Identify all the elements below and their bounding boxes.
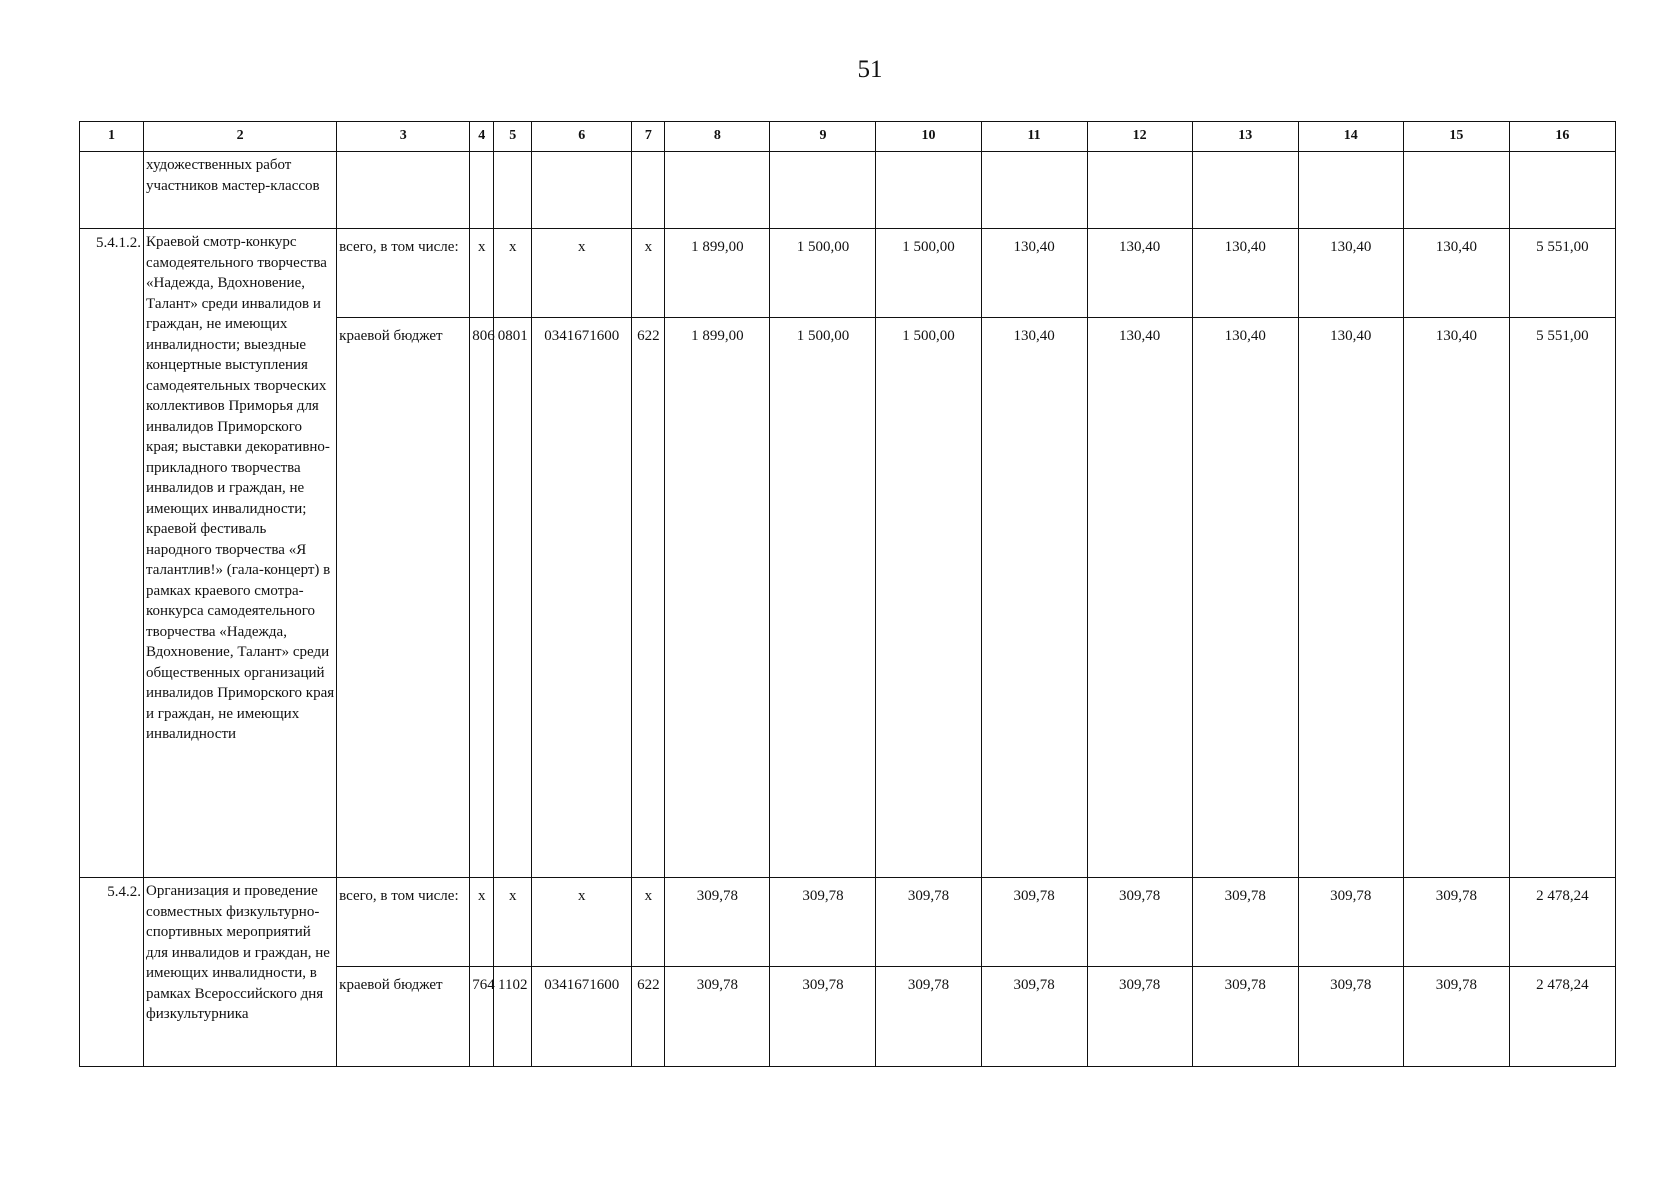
row-number: 5.4.2. <box>80 878 144 1067</box>
code-cell: 622 <box>632 967 665 1067</box>
code-cell: х <box>494 229 532 318</box>
code-cell: 0801 <box>494 318 532 878</box>
value-cell: 309,78 <box>665 967 770 1067</box>
col-header: 5 <box>494 122 532 152</box>
value-cell: 2 478,24 <box>1509 967 1615 1067</box>
value-cell: 130,40 <box>1298 229 1403 318</box>
col-header: 12 <box>1087 122 1192 152</box>
value-cell: 1 500,00 <box>770 229 876 318</box>
code-cell: 0341671600 <box>532 318 632 878</box>
col-header: 16 <box>1509 122 1615 152</box>
table-row <box>80 229 1616 318</box>
col-header: 14 <box>1298 122 1403 152</box>
value-cell: 309,78 <box>981 878 1087 967</box>
table-row <box>80 878 1616 967</box>
value-cell: 130,40 <box>1403 318 1509 878</box>
code-cell: х <box>532 878 632 967</box>
row-number-cell <box>80 152 144 229</box>
value-cell: 309,78 <box>770 878 876 967</box>
col-header: 1 <box>80 122 144 152</box>
value-cell: 309,78 <box>1403 878 1509 967</box>
column-number-row <box>80 122 1616 152</box>
code-cell: х <box>532 229 632 318</box>
col-header: 8 <box>665 122 770 152</box>
value-cell: 309,78 <box>1403 967 1509 1067</box>
value-cell: 130,40 <box>1403 229 1509 318</box>
col-header: 15 <box>1403 122 1509 152</box>
measure-description: Организация и проведение совместных физкультурно-спортивных мероприятий для инвалидов и граждан, не имеющих инвалидности, в рамках Всероссийского дня физкультурника <box>144 878 337 1067</box>
value-cell: 130,40 <box>1192 318 1298 878</box>
code-cell: х <box>470 229 494 318</box>
value-cell: 1 500,00 <box>770 318 876 878</box>
value-cell: 309,78 <box>1192 967 1298 1067</box>
value-cell: 130,40 <box>981 229 1087 318</box>
budget-table <box>79 121 1616 1067</box>
page-number: 51 <box>857 56 883 83</box>
col-header: 2 <box>144 122 337 152</box>
value-cell: 309,78 <box>981 967 1087 1067</box>
value-cell: 130,40 <box>1087 318 1192 878</box>
code-cell: х <box>632 878 665 967</box>
value-cell: 309,78 <box>876 878 981 967</box>
value-cell: 309,78 <box>1087 878 1192 967</box>
col-header: 6 <box>532 122 632 152</box>
code-cell: х <box>494 878 532 967</box>
value-cell: 1 899,00 <box>665 229 770 318</box>
funding-source: всего, в том числе: <box>337 229 470 318</box>
value-cell: 309,78 <box>665 878 770 967</box>
col-header: 7 <box>632 122 665 152</box>
value-cell: 1 500,00 <box>876 229 981 318</box>
col-header: 9 <box>770 122 876 152</box>
code-cell: 764 <box>470 967 494 1067</box>
value-cell: 130,40 <box>1192 229 1298 318</box>
value-cell: 130,40 <box>1298 318 1403 878</box>
value-cell: 309,78 <box>1192 878 1298 967</box>
funding-source: краевой бюджет <box>337 318 470 878</box>
code-cell: 806 <box>470 318 494 878</box>
col-header: 4 <box>470 122 494 152</box>
funding-source: краевой бюджет <box>337 967 470 1067</box>
col-header: 10 <box>876 122 981 152</box>
value-cell: 1 500,00 <box>876 318 981 878</box>
value-cell: 1 899,00 <box>665 318 770 878</box>
code-cell: 622 <box>632 318 665 878</box>
row-number: 5.4.1.2. <box>80 229 144 878</box>
col-header: 3 <box>337 122 470 152</box>
value-cell: 309,78 <box>1298 967 1403 1067</box>
table-row <box>80 152 1616 229</box>
value-cell: 309,78 <box>876 967 981 1067</box>
value-cell: 2 478,24 <box>1509 878 1615 967</box>
value-cell: 5 551,00 <box>1509 229 1615 318</box>
col-header: 11 <box>981 122 1087 152</box>
measure-description: художественных работ участников мастер-классов <box>144 152 337 229</box>
measure-description: Краевой смотр-конкурс самодеятельного творчества «Надежда, Вдохновение, Талант» среди инвалидов и граждан, не имеющих инвалидности; выездные концертные выступления самодеятельных творческих коллективов Приморья для инвалидов Приморского края; выставки декоративно-прикладного творчества инвалидов и граждан, не имеющих инвалидности; краевой фестиваль народного творчества «Я талантлив!» (гала-концерт) в рамках краевого смотра-конкурса самодеятельного творчества «Надежда, Вдохновение, Талант» среди общественных организаций инвалидов Приморского края и граждан, не имеющих инвалидности <box>144 229 337 878</box>
code-cell: 0341671600 <box>532 967 632 1067</box>
code-cell: 1102 <box>494 967 532 1067</box>
value-cell: 309,78 <box>770 967 876 1067</box>
code-cell: х <box>632 229 665 318</box>
col-header: 13 <box>1192 122 1298 152</box>
value-cell: 130,40 <box>981 318 1087 878</box>
code-cell: х <box>470 878 494 967</box>
funding-source: всего, в том числе: <box>337 878 470 967</box>
value-cell: 309,78 <box>1298 878 1403 967</box>
value-cell: 5 551,00 <box>1509 318 1615 878</box>
value-cell: 130,40 <box>1087 229 1192 318</box>
value-cell: 309,78 <box>1087 967 1192 1067</box>
